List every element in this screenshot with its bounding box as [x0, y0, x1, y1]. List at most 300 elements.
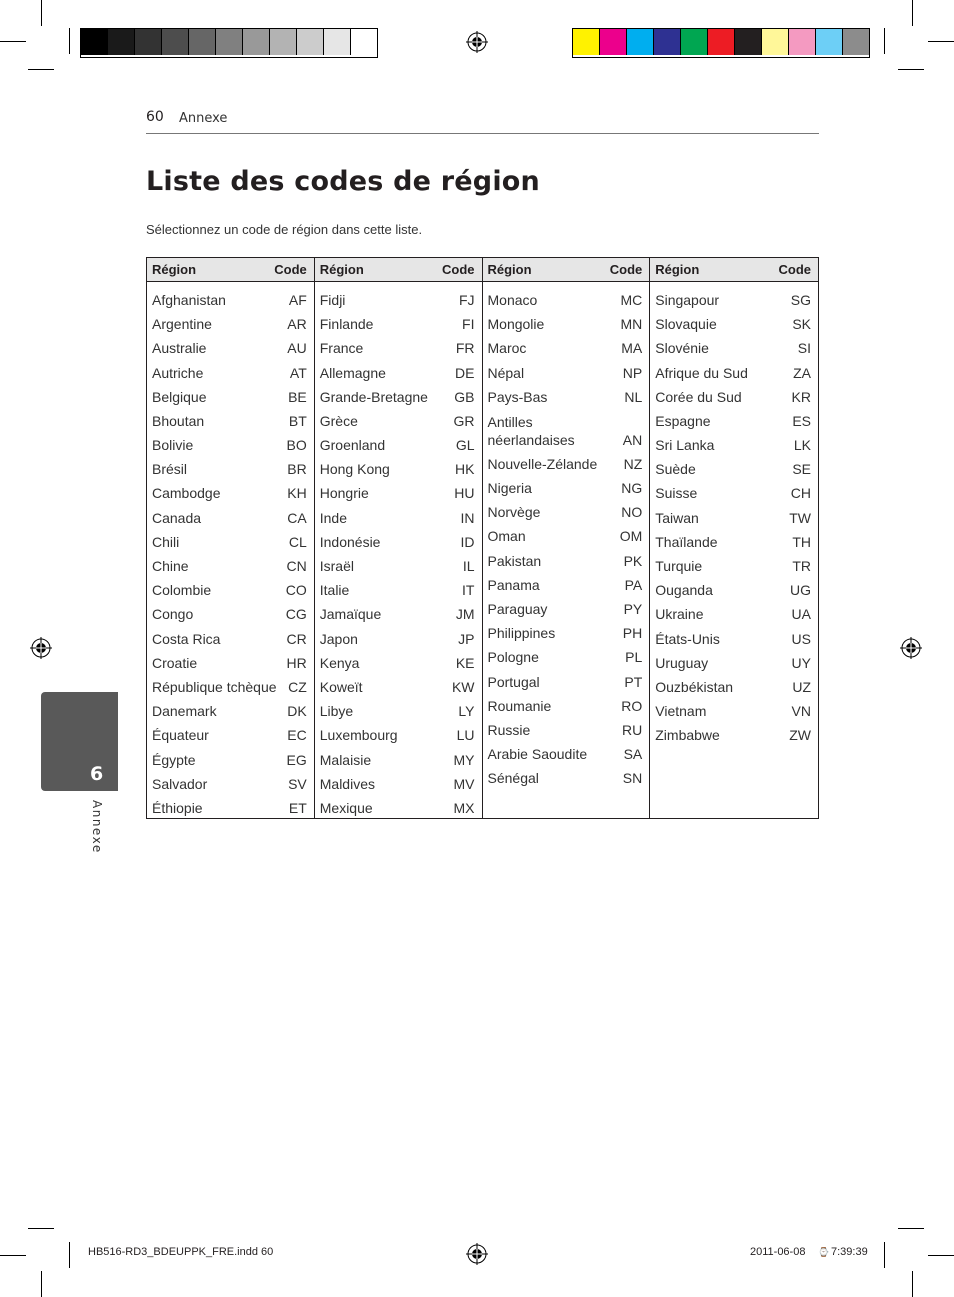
table-row — [655, 406, 811, 430]
table-row — [655, 309, 811, 333]
region-code: IL — [462, 558, 475, 575]
color-swatch — [162, 29, 189, 55]
region-code: GB — [454, 388, 475, 405]
region-code: SV — [288, 775, 307, 792]
region-name: Philippines — [487, 625, 556, 642]
table-header — [650, 258, 818, 282]
region-name: Brésil — [152, 461, 188, 478]
table-row — [320, 309, 475, 333]
region-code: CL — [288, 533, 307, 550]
region-name: Cambodge — [152, 485, 221, 502]
region-name: Nouvelle-Zélande — [487, 455, 598, 472]
region-code: AU — [287, 340, 307, 357]
chapter-number: 6 — [90, 763, 104, 785]
region-name: Bolivie — [152, 437, 194, 454]
region-name: Afghanistan — [152, 291, 226, 308]
header-region: Région — [319, 262, 364, 277]
table-row — [320, 551, 475, 575]
region-name: Éthiopie — [152, 799, 203, 816]
region-name: Thaïlande — [655, 533, 718, 550]
table-column — [315, 258, 483, 818]
region-code: ET — [288, 799, 307, 816]
region-code: BO — [286, 437, 307, 454]
table-row — [320, 575, 475, 599]
table-row — [152, 599, 307, 623]
table-row — [320, 720, 475, 744]
region-name: Congo — [152, 606, 194, 623]
region-code: CG — [285, 606, 307, 623]
grayscale-color-bar — [80, 28, 378, 58]
region-code: LU — [456, 727, 475, 744]
region-name: Russie — [487, 721, 531, 738]
table-row — [655, 333, 811, 357]
header-code: Code — [778, 262, 811, 277]
region-name: Suède — [655, 461, 696, 478]
color-swatch — [816, 29, 843, 55]
region-name: Italie — [319, 582, 350, 599]
table-header — [147, 258, 314, 282]
crop-mark — [41, 0, 42, 26]
table-row — [152, 503, 307, 527]
table-row — [488, 570, 643, 594]
region-code: MY — [453, 751, 475, 768]
region-code: PT — [624, 673, 643, 690]
table-row — [152, 672, 307, 696]
crop-mark — [884, 1242, 885, 1268]
region-code: FI — [462, 316, 475, 333]
region-name: Croatie — [152, 654, 198, 671]
region-name: Antilles néerlandaises — [487, 413, 575, 448]
region-name: Égypte — [152, 751, 196, 768]
color-swatch — [762, 29, 789, 55]
region-name: Sri Lanka — [655, 437, 715, 454]
region-name: Monaco — [487, 291, 538, 308]
region-code: AR — [287, 316, 307, 333]
table-row — [152, 382, 307, 406]
region-code: KW — [451, 678, 475, 695]
region-code: JP — [458, 630, 475, 647]
region-code: US — [791, 630, 811, 647]
region-name: Afrique du Sud — [655, 364, 748, 381]
region-name: Slovaquie — [655, 316, 717, 333]
intro-text: Sélectionnez un code de région dans cette liste. — [146, 222, 423, 237]
region-name: Pologne — [487, 649, 539, 666]
table-row — [152, 285, 307, 309]
region-name: Équateur — [152, 727, 209, 744]
crop-mark — [912, 1271, 913, 1297]
page-title: Liste des codes de région — [146, 166, 540, 197]
region-name: Uruguay — [655, 654, 709, 671]
region-name: Mexique — [319, 799, 373, 816]
table-row — [488, 449, 643, 473]
table-row — [655, 672, 811, 696]
table-row — [320, 745, 475, 769]
region-code: MN — [620, 316, 643, 333]
header-region: Région — [655, 262, 700, 277]
region-code: PH — [622, 625, 643, 642]
table-row — [655, 358, 811, 382]
region-name: Libye — [319, 703, 354, 720]
region-code: NO — [621, 504, 643, 521]
table-row — [488, 522, 643, 546]
table-row — [488, 691, 643, 715]
table-row — [488, 382, 643, 406]
table-row — [655, 382, 811, 406]
region-name: États-Unis — [655, 630, 720, 647]
table-row — [152, 454, 307, 478]
region-code: BT — [288, 412, 307, 429]
table-row — [320, 624, 475, 648]
color-swatch — [243, 29, 270, 55]
region-name: Groenland — [319, 437, 386, 454]
region-code: KE — [455, 654, 475, 671]
region-code: LY — [458, 703, 475, 720]
table-row — [655, 454, 811, 478]
region-code: NL — [624, 388, 643, 405]
region-name: Norvège — [487, 504, 541, 521]
table-row — [655, 527, 811, 551]
region-code: TW — [789, 509, 811, 526]
table-row — [655, 624, 811, 648]
region-code: GL — [455, 437, 475, 454]
region-name: Arabie Saoudite — [487, 746, 588, 763]
region-name: Finlande — [319, 316, 374, 333]
table-row — [152, 430, 307, 454]
region-name: Autriche — [152, 364, 204, 381]
region-code: RO — [621, 697, 643, 714]
table-row — [655, 479, 811, 503]
region-name: Ouganda — [655, 582, 713, 599]
color-swatch — [681, 29, 708, 55]
table-row — [152, 527, 307, 551]
crop-mark — [884, 28, 885, 54]
region-code: EG — [286, 751, 307, 768]
region-name: Pays-Bas — [487, 388, 548, 405]
table-row — [152, 624, 307, 648]
crop-mark — [898, 1228, 924, 1229]
region-code: UG — [790, 582, 811, 599]
region-name: Ukraine — [655, 606, 704, 623]
region-code: OM — [619, 528, 643, 545]
region-name: Indonésie — [319, 533, 381, 550]
table-row — [655, 696, 811, 720]
region-name: Turquie — [655, 558, 703, 575]
region-code: UA — [791, 606, 811, 623]
header-code: Code — [609, 262, 643, 277]
region-code: HK — [455, 461, 475, 478]
color-swatch — [573, 29, 600, 55]
chapter-tab — [41, 692, 118, 791]
table-row — [320, 527, 475, 551]
region-code: SK — [792, 316, 811, 333]
region-code: TH — [792, 533, 811, 550]
region-code: MA — [621, 340, 643, 357]
region-code: MC — [620, 291, 643, 308]
chapter-label: Annexe — [90, 800, 104, 854]
region-name: Hongrie — [319, 485, 369, 502]
region-code: JM — [455, 606, 475, 623]
table-row — [320, 696, 475, 720]
table-row — [152, 551, 307, 575]
region-name: Kenya — [319, 654, 360, 671]
table-row — [320, 672, 475, 696]
region-name: Nigeria — [487, 480, 532, 497]
region-code: BR — [287, 461, 307, 478]
region-name: Bhoutan — [152, 412, 205, 429]
registration-mark-icon — [466, 31, 488, 53]
region-code: FJ — [458, 291, 475, 308]
crop-mark — [69, 1242, 70, 1268]
region-name: Canada — [152, 509, 202, 526]
region-code: AF — [288, 291, 307, 308]
table-column — [483, 258, 651, 818]
region-name: Chili — [152, 533, 180, 550]
table-row — [320, 406, 475, 430]
table-row — [152, 309, 307, 333]
color-swatch — [654, 29, 681, 55]
region-name: Mongolie — [487, 316, 545, 333]
region-code: SI — [797, 340, 811, 357]
color-swatch — [108, 29, 135, 55]
footer-date: 2011-06-08 — [750, 1246, 806, 1258]
region-code: IT — [462, 582, 475, 599]
region-name: Danemark — [152, 703, 217, 720]
region-code-table — [146, 257, 819, 819]
table-row — [152, 358, 307, 382]
region-name: Maroc — [487, 340, 527, 357]
table-row — [488, 473, 643, 497]
table-row — [488, 309, 643, 333]
region-name: Roumanie — [487, 697, 552, 714]
color-swatch — [270, 29, 297, 55]
table-header — [315, 258, 482, 282]
color-swatch — [351, 29, 377, 55]
region-name: Israël — [319, 558, 354, 575]
table-row — [320, 358, 475, 382]
region-name: Maldives — [319, 775, 375, 792]
region-name: Pakistan — [487, 552, 542, 569]
table-row — [655, 720, 811, 744]
table-row — [152, 769, 307, 793]
table-row — [655, 599, 811, 623]
table-row — [320, 769, 475, 793]
color-swatch — [324, 29, 351, 55]
region-name: République tchèque — [152, 678, 277, 695]
region-code: PK — [623, 552, 643, 569]
region-code: SE — [792, 461, 811, 478]
table-row — [655, 551, 811, 575]
table-row — [488, 406, 643, 449]
region-name: France — [319, 340, 364, 357]
process-color-bar — [572, 28, 870, 58]
table-row — [488, 333, 643, 357]
region-name: Costa Rica — [152, 630, 221, 647]
table-row — [488, 285, 643, 309]
region-name: Vietnam — [655, 703, 707, 720]
region-name: Panama — [487, 576, 540, 593]
color-swatch — [81, 29, 108, 55]
registration-mark-icon — [30, 637, 52, 659]
table-row — [320, 382, 475, 406]
region-code: MX — [453, 799, 475, 816]
region-name: Colombie — [152, 582, 212, 599]
table-row — [320, 454, 475, 478]
region-name: Jamaïque — [319, 606, 382, 623]
region-code: NG — [621, 480, 643, 497]
table-row — [320, 333, 475, 357]
color-swatch — [135, 29, 162, 55]
region-code: AT — [289, 364, 307, 381]
table-row — [488, 739, 643, 763]
header-region: Région — [152, 262, 197, 277]
registration-mark-icon — [466, 1243, 488, 1265]
region-name: Ouzbékistan — [655, 678, 734, 695]
region-code: DK — [287, 703, 307, 720]
region-code: IN — [460, 509, 475, 526]
region-name: Sénégal — [487, 770, 539, 787]
table-row — [152, 720, 307, 744]
color-swatch — [843, 29, 869, 55]
table-row — [152, 406, 307, 430]
region-code: ES — [792, 412, 811, 429]
region-code: KH — [287, 485, 307, 502]
region-code: TR — [792, 558, 811, 575]
region-code: ZW — [789, 727, 811, 744]
region-code: CO — [285, 582, 307, 599]
table-row — [488, 546, 643, 570]
crop-mark — [0, 1255, 26, 1256]
table-row — [655, 575, 811, 599]
table-row — [488, 618, 643, 642]
crop-mark — [898, 69, 924, 70]
region-code: UZ — [792, 678, 811, 695]
region-code: ID — [460, 533, 475, 550]
region-name: Grèce — [319, 412, 358, 429]
region-name: Chine — [152, 558, 189, 575]
region-name: Suisse — [655, 485, 698, 502]
region-code: UY — [791, 654, 811, 671]
header-divider — [146, 133, 819, 134]
color-swatch — [708, 29, 735, 55]
color-swatch — [627, 29, 654, 55]
region-code: SN — [622, 770, 643, 787]
region-name: Allemagne — [319, 364, 386, 381]
region-name: Fidji — [319, 291, 346, 308]
region-name: Australie — [152, 340, 207, 357]
region-name: Corée du Sud — [655, 388, 742, 405]
region-name: Malaisie — [319, 751, 372, 768]
table-column — [650, 258, 818, 818]
crop-mark — [41, 1271, 42, 1297]
region-code: MV — [453, 775, 475, 792]
table-row — [152, 575, 307, 599]
table-row — [320, 479, 475, 503]
footer-file-name: HB516-RD3_BDEUPPK_FRE.indd 60 — [88, 1246, 274, 1258]
region-code: EC — [287, 727, 307, 744]
page-number: 60 — [146, 109, 164, 125]
color-swatch — [789, 29, 816, 55]
region-code: AN — [622, 431, 643, 448]
region-name: Népal — [487, 364, 525, 381]
table-column — [147, 258, 315, 818]
region-code: HR — [286, 654, 307, 671]
table-row — [320, 430, 475, 454]
table-row — [152, 745, 307, 769]
region-name: Luxembourg — [319, 727, 398, 744]
region-name: Espagne — [655, 412, 711, 429]
color-swatch — [297, 29, 324, 55]
region-code: PY — [623, 601, 643, 618]
region-code: CZ — [288, 678, 307, 695]
region-code: LK — [793, 437, 811, 454]
crop-mark — [912, 0, 913, 26]
color-swatch — [600, 29, 627, 55]
crop-mark — [28, 1228, 54, 1229]
region-name: Japon — [319, 630, 358, 647]
region-code: HU — [454, 485, 475, 502]
region-name: Salvador — [152, 775, 208, 792]
table-row — [152, 333, 307, 357]
region-name: Zimbabwe — [655, 727, 720, 744]
table-row — [320, 599, 475, 623]
crop-mark — [0, 41, 26, 42]
region-code: FR — [455, 340, 475, 357]
region-code: PA — [624, 576, 643, 593]
region-code: SG — [790, 291, 811, 308]
region-name: Portugal — [487, 673, 540, 690]
table-row — [320, 285, 475, 309]
region-name: Koweït — [319, 678, 363, 695]
registration-mark-icon — [900, 637, 922, 659]
table-row — [152, 648, 307, 672]
region-name: Hong Kong — [319, 461, 390, 478]
region-name: Argentine — [152, 316, 212, 333]
region-code: CA — [287, 509, 307, 526]
region-code: VN — [791, 703, 811, 720]
region-name: Taiwan — [655, 509, 699, 526]
crop-mark — [928, 1255, 954, 1256]
table-row — [152, 479, 307, 503]
region-code: NP — [622, 364, 643, 381]
color-swatch — [735, 29, 762, 55]
region-name: Grande-Bretagne — [319, 388, 428, 405]
color-swatch — [216, 29, 243, 55]
crop-mark — [28, 69, 54, 70]
footer-time: 7:39:39 — [831, 1246, 868, 1258]
header-code: Code — [442, 262, 475, 277]
table-row — [488, 642, 643, 666]
table-row — [655, 503, 811, 527]
region-code: SA — [623, 746, 643, 763]
region-name: Belgique — [152, 388, 207, 405]
crop-mark — [928, 41, 954, 42]
table-row — [488, 667, 643, 691]
region-code: GR — [453, 412, 475, 429]
region-name: Inde — [319, 509, 347, 526]
color-swatch — [189, 29, 216, 55]
table-row — [488, 763, 643, 787]
region-code: RU — [622, 721, 643, 738]
table-row — [488, 594, 643, 618]
table-row — [320, 793, 475, 817]
region-code: CH — [790, 485, 811, 502]
table-row — [488, 497, 643, 521]
region-code: BE — [288, 388, 307, 405]
table-row — [655, 430, 811, 454]
section-label: Annexe — [179, 111, 228, 126]
table-row — [488, 358, 643, 382]
region-code: PL — [625, 649, 643, 666]
